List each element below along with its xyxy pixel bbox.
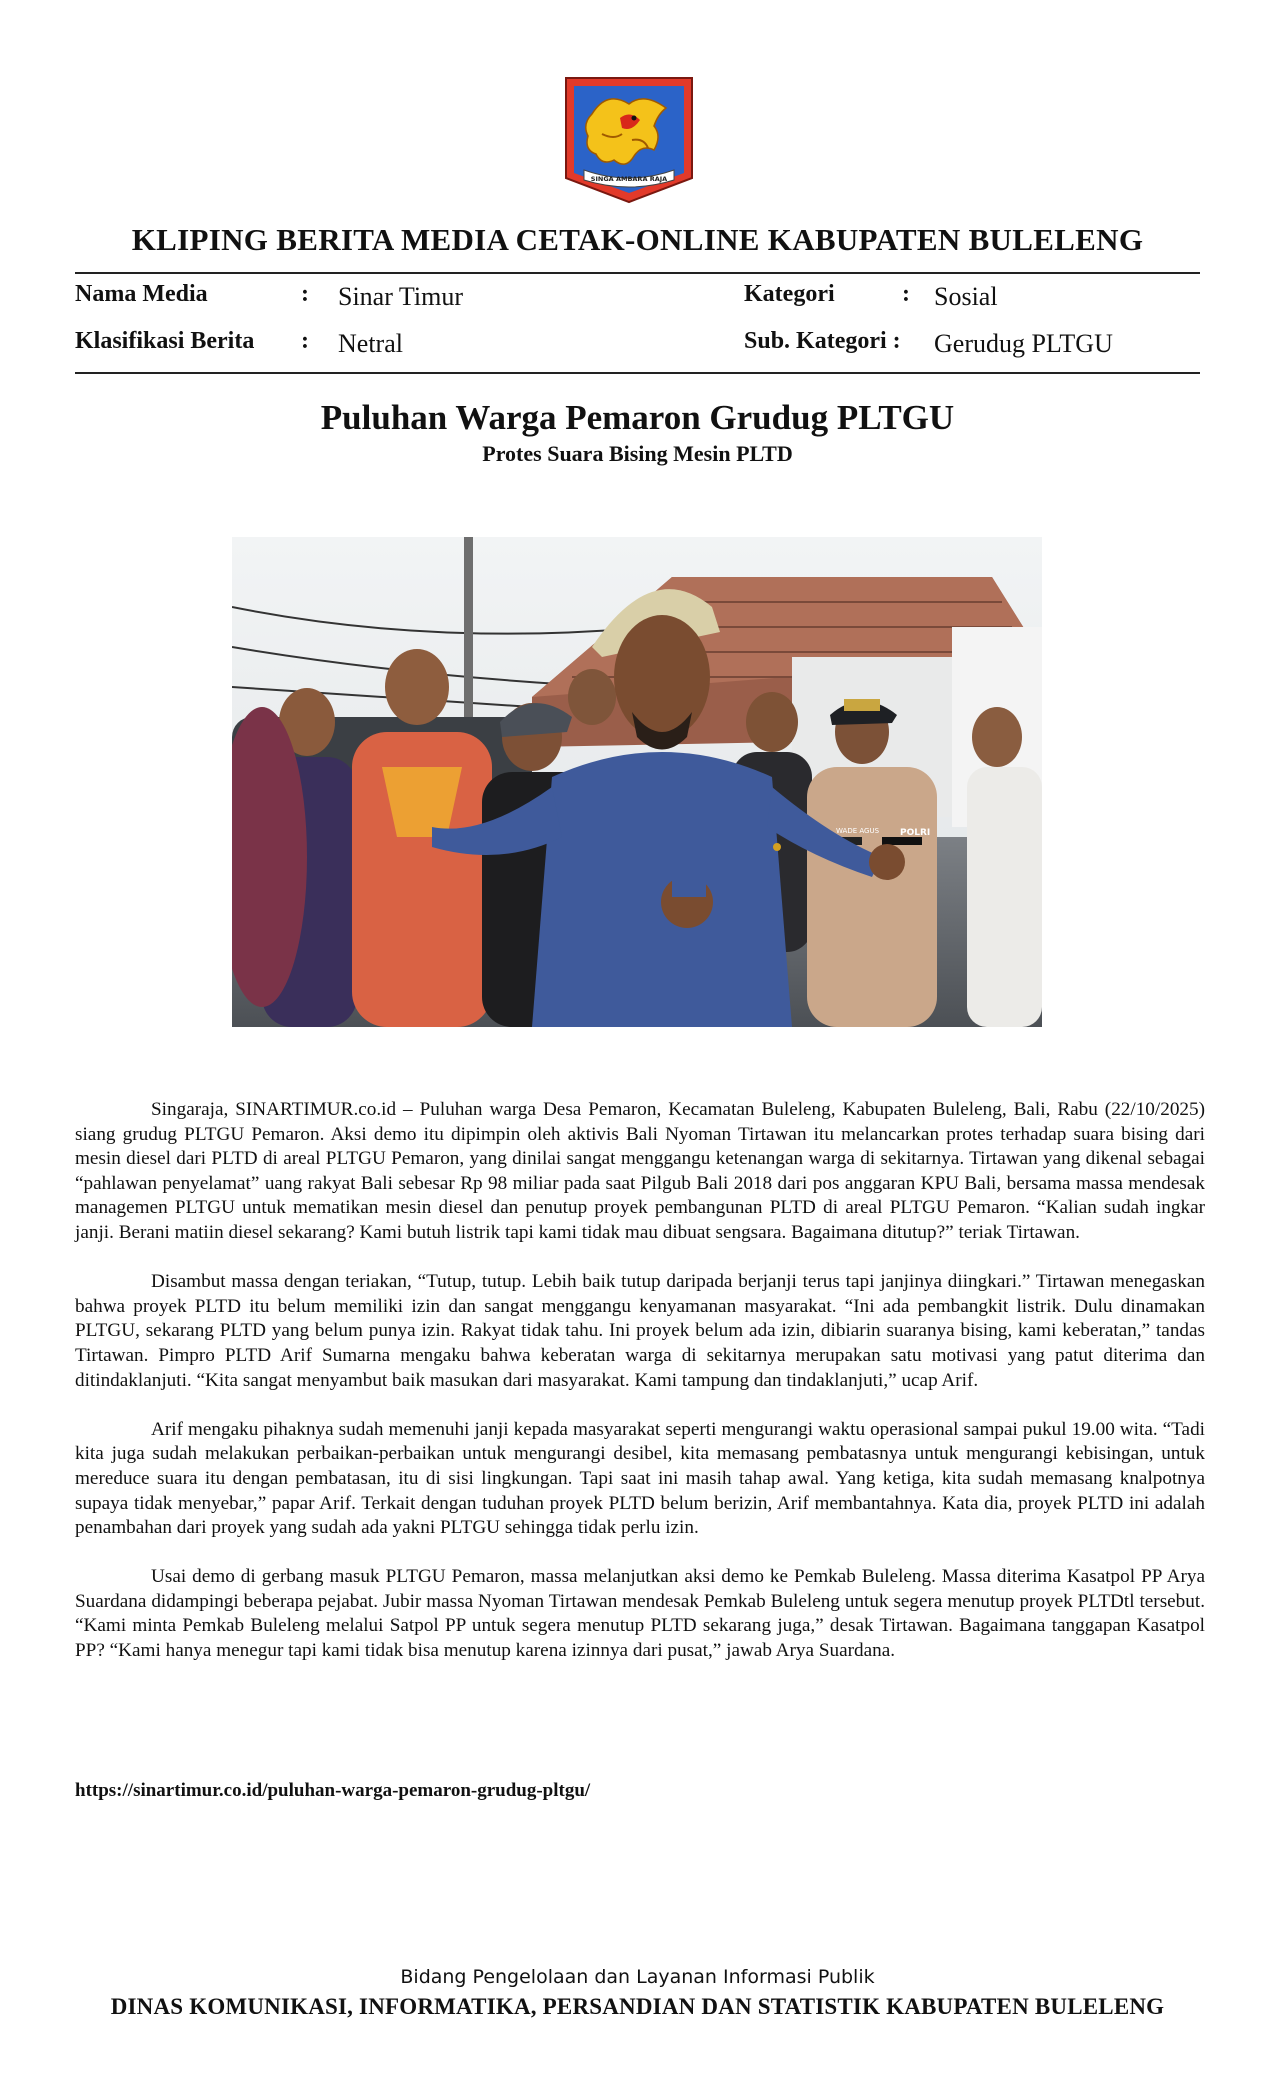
sub-category-value: Gerudug PLTGU [934, 329, 1113, 358]
category-label: Kategori [744, 281, 835, 307]
article-title: Puluhan Warga Pemaron Grudug PLTGU [320, 398, 955, 437]
buleleng-emblem-logo [562, 74, 696, 204]
article-paragraph-3: Arif mengaku pihaknya sudah memenuhi janji kepada masyarakat seperti mengurangi waktu operasional sampai pukul 19.00 wita. “Tadi kita juga sudah melakukan perbaikan-perbaikan untuk mengurangi desibel, kita memasang pembatasnya untuk mengurangi kebisingan, untuk mereduce suara itu dengan pembatasan, itu di sisi lingkungan. Tapi saat ini masih tahap awal. Yang ketiga, kita sudah memasang knalpotnya supaya tidak menyebar,” papar Arif. Terkait dengan tuduhan proyek PLTD belum berizin, Arif membantahnya. Kata dia, proyek PLTD ini adalah penambahan dari proyek yang sudah ada yakni PLTGU sehingga tidak perlu izin. [75, 1418, 1205, 1539]
news-classification-label: Klasifikasi Berita [75, 328, 255, 354]
document-header-title: KLIPING BERITA MEDIA CETAK-ONLINE KABUPATEN BULELENG [131, 222, 1144, 257]
article-paragraph-4: Usai demo di gerbang masuk PLTGU Pemaron, massa melanjutkan aksi demo ke Pemkab Buleleng. Massa diterima Kasatpol PP Arya Suardana didampingi beberapa pejabat. Jubir massa Nyoman Tirtawan mendesak Pemkab Buleleng untuk segera menutup proyek PLTDtl tersebut. “Kami minta Pemkab Buleleng melalui Satpol PP untuk segera menutup PLTD sekarang juga,” desak Tirtawan. Bagaimana tanggapan Kasatpol PP? “Kami hanya menegur tapi kami tidak bisa menutup karena izinnya dari pusat,” jawab Arya Suardana. [75, 1566, 1205, 1662]
article-subtitle: Protes Suara Bising Mesin PLTD [482, 441, 793, 466]
header-top-divider [75, 272, 1200, 274]
media-name-value: Sinar Timur [338, 282, 463, 311]
article-body [75, 1098, 1205, 1688]
header-bottom-divider [75, 372, 1200, 374]
article-paragraph-2: Disambut massa dengan teriakan, “Tutup, tutup. Lebih baik tutup daripada berjanji terus tapi janjinya diingkari.” Tirtawan menegaskan bahwa proyek PLTD itu belum memiliki izin dan sangat menggangu kenyamanan masyarakat. “Ini ada pembangkit listrik. Dulu dinamakan PLTGU, sekarang PLTD yang belum punya izin. Rakyat tidak tahu. Ini proyek belum ada izin, dibiarin suaranya bising, kami keberatan,” tandas Tirtawan. Pimpro PLTD Arif Sumarna mengaku bahwa keberatan warga di sekitarnya merupakan satu motivasi yang patut diterima dan ditindaklanjuti. “Kita sangat menyambut baik masukan dari masyarakat. Kami tampung dan tindaklanjuti,” ucap Arif. [75, 1271, 1205, 1391]
footer-department: Bidang Pengelolaan dan Layanan Informasi Publik [400, 1966, 875, 1988]
footer-agency: DINAS KOMUNIKASI, INFORMATIKA, PERSANDIAN DAN STATISTIK KABUPATEN BULELENG [110, 1994, 1165, 2019]
police-label-text: POLRI [900, 828, 931, 838]
media-name-label: Nama Media [75, 281, 208, 307]
source-url-link[interactable]: https://sinartimur.co.id/puluhan-warga-pemaron-grudug-pltgu/ [75, 1780, 591, 1801]
article-paragraph-1: Singaraja, SINARTIMUR.co.id – Puluhan warga Desa Pemaron, Kecamatan Buleleng, Kabupaten Buleleng, Bali, Rabu (22/10/2025) siang grudug PLTGU Pemaron. Aksi demo itu dipimpin oleh aktivis Bali Nyoman Tirtawan itu melancarkan protes terhadap suara bising dari mesin diesel dari PLTD di areal PLTGU Pemaron, yang dinilai sangat menggangu ketenangan warga di sekitarnya. Tirtawan yang dikenal sebagai “pahlawan penyelamat” uang rakyat Bali sebesar Rp 98 miliar pada saat Pilgub Bali 2018 dari pos anggaran KPU Bali, bersama massa mendesak managemen PLTGU untuk mematikan mesin diesel dan penutup proyek pembangunan PLTD di areal PLTGU Pemaron. “Kalian sudah ingkar janji. Berani matiin diesel sekarang? Kami butuh listrik tapi kami tidak mau dibuat sengsara. Bagaimana ditutup?” teriak Tirtawan. [75, 1099, 1205, 1243]
news-classification-value: Netral [338, 329, 403, 358]
media-name-colon: : [301, 281, 309, 307]
category-value: Sosial [934, 282, 998, 311]
news-photo [232, 537, 1042, 1027]
category-colon: : [902, 281, 910, 307]
sub-category-label: Sub. Kategori : [744, 328, 901, 354]
news-classification-colon: : [301, 328, 309, 354]
logo-motto-text: SINGA AMBARA RAJA [590, 175, 668, 183]
name-tag-text: WADE AGUS [836, 827, 880, 835]
